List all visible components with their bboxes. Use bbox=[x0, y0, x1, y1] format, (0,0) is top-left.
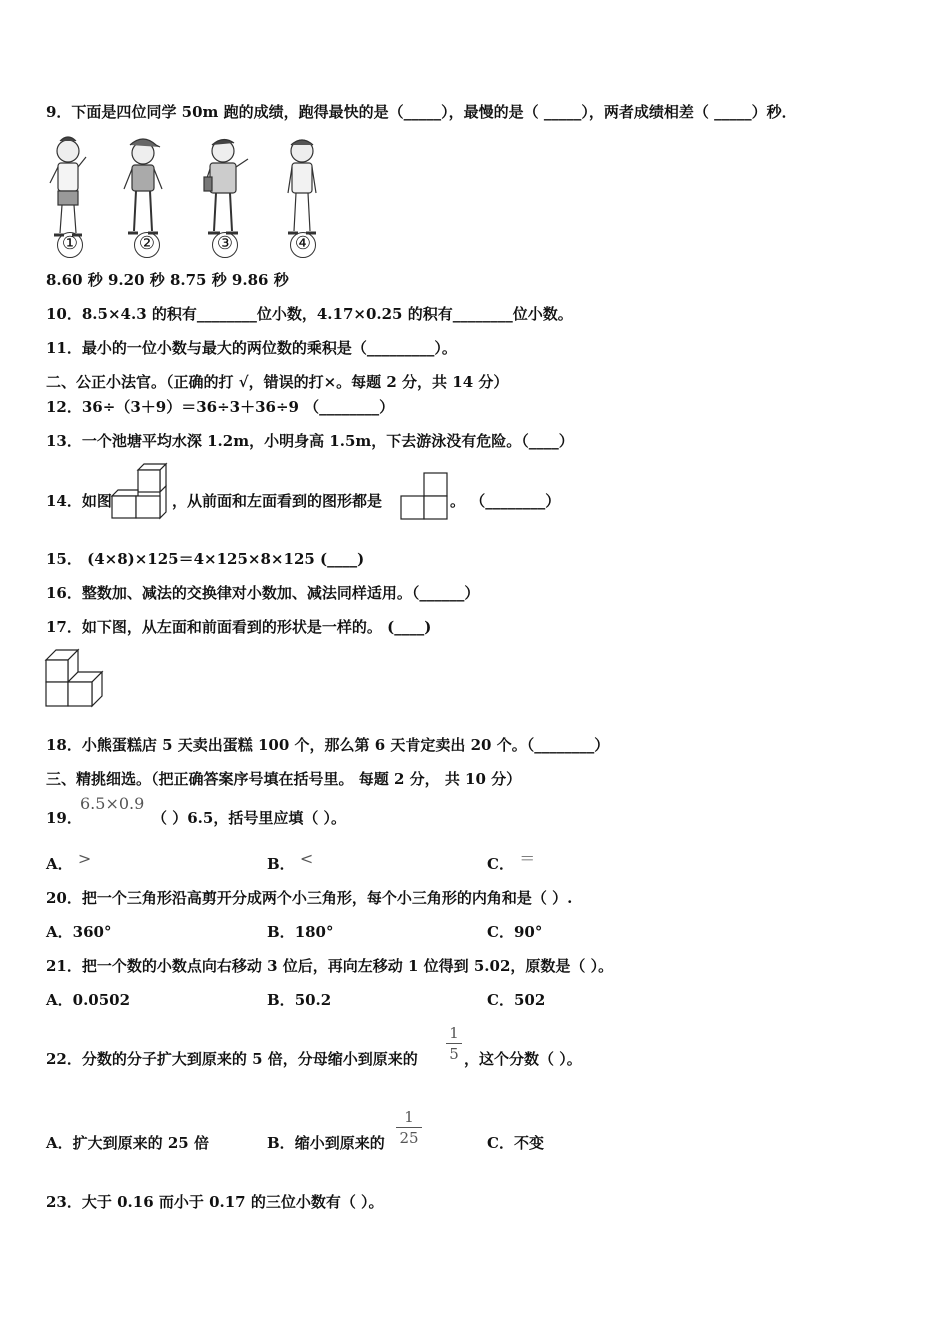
question-17: 17．如下图，从左面和前面看到的形状是一样的。 (____) bbox=[46, 618, 432, 636]
kid-label-4: ④ bbox=[290, 232, 316, 258]
question-10: 10．8.5×4.3 的积有________位小数，4.17×0.25 的积有________位小数。 bbox=[46, 305, 573, 323]
question-13: 13．一个池塘平均水深 1.2m，小明身高 1.5m，下去游泳没有危险。（____） bbox=[46, 432, 574, 450]
q22-option-a[interactable]: A．扩大到原来的 25 倍 bbox=[46, 1134, 209, 1152]
question-20: 20．把一个三角形沿高剪开分成两个小三角形，每个小三角形的内角和是（ ）. bbox=[46, 889, 573, 907]
kid-2-figure bbox=[124, 139, 162, 233]
q17-cube-figure bbox=[44, 648, 106, 708]
question-19-rest: （ ）6.5，括号里应填（ ）。 bbox=[152, 809, 347, 827]
question-14-prefix: 14．如图 bbox=[46, 492, 112, 510]
q19-expression: 6.5×0.9 bbox=[80, 794, 145, 813]
section-3-heading: 三、精挑细选。（把正确答案序号填在括号里。 每题 2 分， 共 10 分） bbox=[46, 770, 522, 788]
q22-fraction: 1 5 bbox=[446, 1024, 462, 1063]
q14-view-shape bbox=[400, 472, 450, 520]
q22-option-b[interactable]: B．缩小到原来的 bbox=[267, 1134, 385, 1152]
question-9: 9．下面是四位同学 50m 跑的成绩，跑得最快的是（_____），最慢的是（ _____），两者成绩相差（ _____）秒． bbox=[46, 103, 797, 121]
q19-option-b[interactable]: B． < bbox=[267, 849, 314, 873]
kids-illustration bbox=[40, 133, 330, 258]
q21-option-c[interactable]: C．502 bbox=[487, 991, 546, 1009]
question-12: 12．36÷（3＋9）＝36÷3＋36÷9 （________） bbox=[46, 398, 395, 416]
question-23: 23．大于 0.16 而小于 0.17 的三位小数有（ ）。 bbox=[46, 1193, 384, 1211]
q19-option-a[interactable]: A． > bbox=[46, 849, 92, 873]
q19-option-c[interactable]: C． ＝ bbox=[487, 849, 536, 873]
q20-option-c[interactable]: C．90° bbox=[487, 923, 543, 941]
question-14-suffix: 。 （________） bbox=[450, 492, 561, 510]
q20-option-a[interactable]: A．360° bbox=[46, 923, 112, 941]
question-21: 21．把一个数的小数点向右移动 3 位后，再向左移动 1 位得到 5.02，原数是（ ）。 bbox=[46, 957, 614, 975]
kid-4-figure bbox=[288, 140, 316, 233]
question-14-middle: ，从前面和左面看到的图形都是 bbox=[172, 492, 383, 510]
question-18: 18．小熊蛋糕店 5 天卖出蛋糕 100 个，那么第 6 天肯定卖出 20 个。（________） bbox=[46, 736, 610, 754]
kid-label-3: ③ bbox=[212, 232, 238, 258]
q21-option-a[interactable]: A．0.0502 bbox=[46, 991, 131, 1009]
kid-1-figure bbox=[50, 137, 86, 235]
kid-label-1: ① bbox=[57, 232, 83, 258]
q9-times: 8.60 秒 9.20 秒 8.75 秒 9.86 秒 bbox=[46, 271, 289, 289]
kid-label-2: ② bbox=[134, 232, 160, 258]
question-16: 16．整数加、减法的交换律对小数加、减法同样适用。（______） bbox=[46, 584, 480, 602]
kid-3-figure bbox=[204, 139, 248, 233]
section-2-heading: 二、公正小法官。（正确的打 √，错误的打×。每题 2 分，共 14 分） bbox=[46, 373, 509, 391]
question-11: 11．最小的一位小数与最大的两位数的乘积是（_________）。 bbox=[46, 339, 457, 357]
q22-option-c[interactable]: C．不变 bbox=[487, 1134, 544, 1152]
q14-cube-figure bbox=[110, 462, 170, 520]
q22-option-b-fraction: 1 25 bbox=[396, 1108, 422, 1147]
question-19-num: 19． bbox=[46, 809, 82, 827]
question-22-rest: ，这个分数（ ）。 bbox=[464, 1050, 582, 1068]
question-22: 22．分数的分子扩大到原来的 5 倍，分母缩小到原来的 bbox=[46, 1050, 418, 1068]
q20-option-b[interactable]: B．180° bbox=[267, 923, 334, 941]
q21-option-b[interactable]: B．50.2 bbox=[267, 991, 332, 1009]
question-15: 15． (4×8)×125＝4×125×8×125 (____) bbox=[46, 550, 365, 568]
